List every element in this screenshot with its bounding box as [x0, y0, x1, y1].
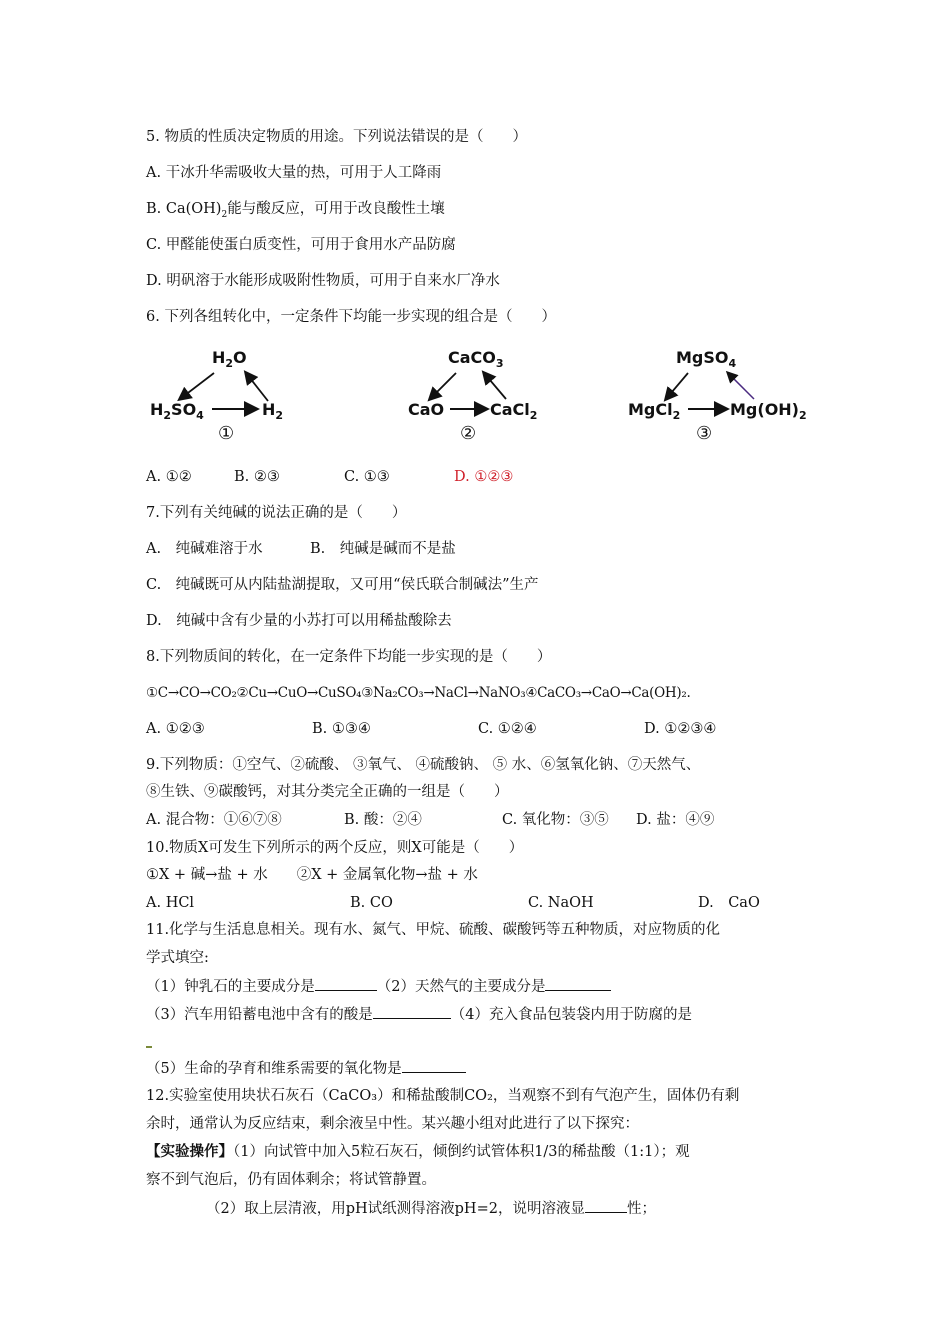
q11-part-1: （1）钟乳石的主要成分是 [146, 979, 315, 995]
q11-blank-5[interactable] [402, 1058, 466, 1073]
q8-option-c: C. ①②④ [478, 721, 537, 737]
q10-option-a: A. HCl [146, 895, 195, 911]
q11-stem-line2: 学式填空: [146, 950, 209, 966]
q11-blank-3[interactable] [373, 1004, 451, 1019]
diagram-2-number: ② [460, 423, 477, 444]
q6-option-b: B. ②③ [234, 469, 280, 485]
q11-blank-1[interactable] [315, 976, 377, 991]
q7-option-a: A. 纯碱难溶于水 [146, 541, 263, 557]
q11-part-5: （5）生命的孕育和维系需要的氧化物是 [146, 1061, 402, 1077]
diagram-3 [628, 343, 818, 447]
diagram-1-number: ① [218, 423, 235, 444]
q11-part-2: （2）天然气的主要成分是 [376, 979, 546, 995]
diagram-1-left: $H_2SO_4$ [150, 400, 204, 422]
q7-option-b: B. 纯碱是碱而不是盐 [310, 541, 456, 557]
q12-stem-line1: 12.实验室使用块状石灰石（CaCO₃）和稀盐酸制CO₂，当观察不到有气泡产生，固体仍有剩 [146, 1088, 740, 1104]
diagram-3-right: $Mg(OH)_2$ [730, 400, 807, 422]
q8-stem: 8.下列物质间的转化，在一定条件下均能一步实现的是（ ） [146, 649, 552, 665]
q11-part-4: （4）充入食品包装袋内用于防腐的是 [450, 1007, 692, 1023]
q7-options-ab [146, 539, 456, 559]
q8-option-b: B. ①③④ [312, 721, 371, 737]
q10-reactions: ①X + 碱→盐 + 水 ②X + 金属氧化物→盐 + 水 [146, 867, 478, 883]
q7-option-d: D. 纯碱中含有少量的小苏打可以用稀盐酸除去 [146, 613, 452, 629]
q6-option-c: C. ①③ [344, 469, 390, 485]
q8-option-a: A. ①②③ [146, 721, 205, 737]
q6-option-d: D. ①②③ [454, 469, 514, 485]
q5-option-d: D. 明矾溶于水能形成吸附性物质，可用于自来水厂净水 [146, 273, 500, 289]
diagram-3-left: MgCl$_2$ [628, 400, 681, 422]
q10-option-d: D. CaO [698, 895, 760, 911]
diagram-3-number: ③ [696, 423, 713, 444]
q10-option-b: B. CO [350, 895, 393, 911]
q9-option-b: B. 酸：②④ [344, 812, 422, 828]
q10-stem: 10.物质X可发生下列所示的两个反应，则X可能是（ ） [146, 840, 524, 856]
diagram-1-right: $H_2$ [262, 400, 284, 422]
q10-options [146, 893, 760, 913]
q5-option-b: B. $Ca(OH)_2$能与酸反应，可用于改良酸性土壤 [146, 201, 445, 220]
q12-operation-2: （2）取上层清液，用pH试纸测得溶液pH=2，说明溶液显 性； [206, 1198, 656, 1219]
q8-options [146, 719, 716, 739]
q5-stem: 5. 物质的性质决定物质的用途。下列说法错误的是（ ） [146, 129, 527, 145]
q11-stem-line1: 11.化学与生活息息相关。现有水、氮气、甲烷、硫酸、碳酸钙等五种物质，对应物质的化 [146, 922, 721, 938]
diagram-1-top: $H_2O$ [212, 348, 247, 370]
q6-option-a: A. ①② [146, 469, 192, 485]
q7-stem: 7.下列有关纯碱的说法正确的是（ ） [146, 505, 407, 521]
q9-stem-line2: ⑧生铁、⑨碳酸钙，对其分类完全正确的一组是（ ） [146, 784, 509, 800]
q8-chain: ①C→CO→CO₂②Cu→CuO→CuSO₄③Na₂CO₃→NaCl→NaNO₃④CaCO₃→CaO→Ca(OH)₂. [146, 685, 691, 701]
q6-stem: 6. 下列各组转化中，一定条件下均能一步实现的组合是（ ） [146, 309, 556, 325]
diagram-2-top: CaCO$_3$ [448, 348, 504, 370]
diagram-1 [150, 343, 310, 447]
q11-blank-2[interactable] [545, 976, 611, 991]
q10-option-c: C. NaOH [528, 895, 594, 911]
diagram-3-top: MgSO$_4$ [676, 348, 737, 370]
diagram-2 [404, 343, 564, 447]
q12-stem-line2: 余时，通常认为反应结束，剩余液呈中性。某兴趣小组对此进行了以下探究： [146, 1116, 639, 1132]
q11-part-3: （3）汽车用铅蓄电池中含有的酸是 [146, 1007, 373, 1023]
q11-part-3-4 [146, 1004, 692, 1025]
q12-blank-acidity[interactable] [585, 1198, 627, 1213]
q11-part-1-2 [146, 976, 611, 997]
q7-option-c: C. 纯碱既可从内陆盐湖提取，又可用“侯氏联合制碱法”生产 [146, 577, 539, 593]
diagram-2-left: CaO [408, 400, 445, 419]
q9-stem-line1: 9.下列物质：①空气、②硫酸、 ③氧气、 ④硫酸钠、 ⑤ 水、⑥氢氧化钠、⑦天然气、 [146, 757, 701, 773]
q5-option-a: A. 干冰升华需吸收大量的热，可用于人工降雨 [146, 165, 442, 181]
diagram-2-right: CaCl$_2$ [490, 400, 538, 422]
q9-option-a: A. 混合物：①⑥⑦⑧ [146, 812, 282, 828]
q12-operation-heading: 【实验操作】 [146, 1143, 233, 1160]
q8-option-d: D. ①②③④ [644, 721, 717, 737]
q12-operation-1-cont: 察不到气泡后，仍有固体剩余；将试管静置。 [146, 1172, 436, 1188]
q9-options [146, 810, 714, 830]
q12-operation-1: 【实验操作】（1）向试管中加入5粒石灰石，倾倒约试管体积1/3的稀盐酸（1:1）；观 [146, 1143, 690, 1160]
q11-part-5-row [146, 1058, 466, 1079]
q5-option-c: C. 甲醛能使蛋白质变性，可用于食用水产品防腐 [146, 237, 456, 253]
q6-options [146, 467, 513, 487]
q9-option-d: D. 盐：④⑨ [636, 812, 715, 828]
q9-option-c: C. 氧化物：③⑤ [502, 812, 609, 828]
q11-blank-4[interactable] [146, 1046, 152, 1048]
